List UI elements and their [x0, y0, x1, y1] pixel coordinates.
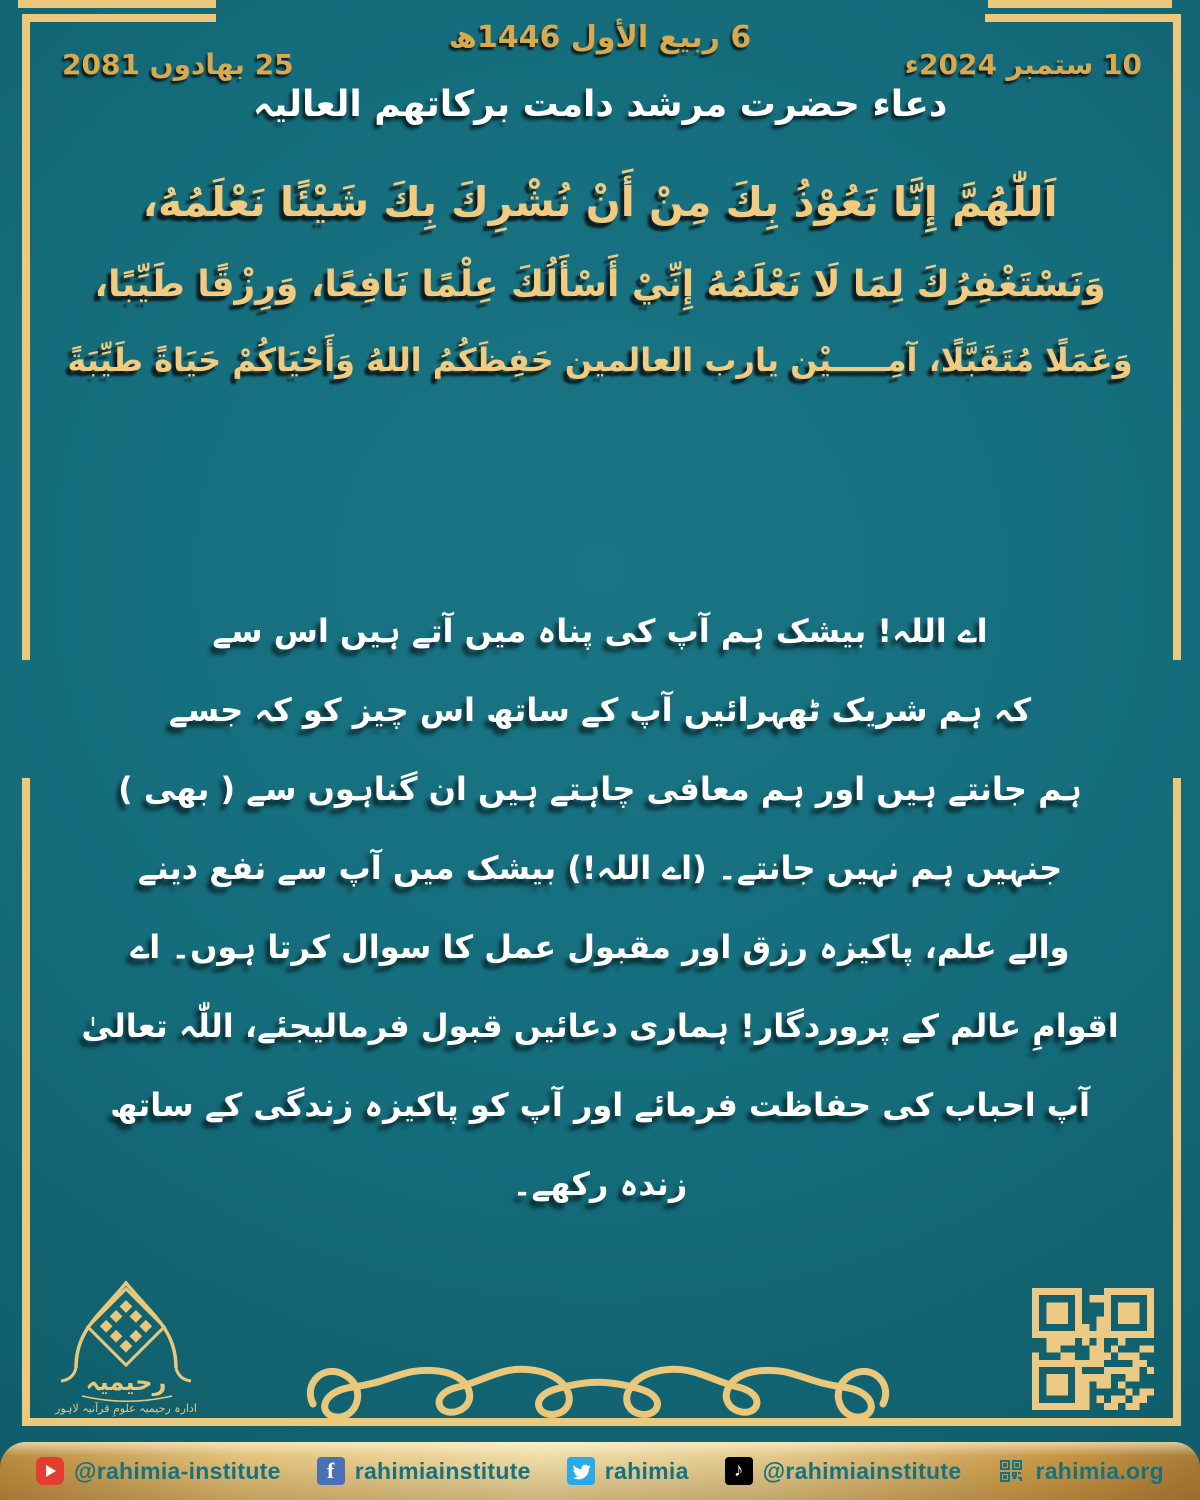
urdu-line: جنہیں ہم نہیں جانتے۔ (اے اللہ!) بیشک میں آپ سے نفع دینے [137, 849, 1063, 887]
urdu-line: کہ ہم شریک ٹھہرائیں آپ کے ساتھ اس چیز کو کہ جسے [168, 691, 1032, 729]
urdu-line: والے علم، پاکیزہ رزق اور مقبول عمل کا سوال کرتا ہوں۔ اے [130, 928, 1070, 966]
social-tiktok [725, 1457, 962, 1485]
facebook-icon: f [317, 1457, 345, 1485]
twitter-icon [567, 1457, 595, 1485]
poster-title: دعاء حضرت مرشد دامت برکاتھم العالیہ [252, 84, 948, 125]
youtube-icon [36, 1457, 64, 1485]
gregorian-date: 10 ستمبر 2024ء [904, 48, 1142, 81]
tiktok-icon: ♪ [725, 1457, 753, 1485]
social-youtube [36, 1457, 281, 1485]
frame-top-accent-right [988, 0, 1172, 8]
social-website [997, 1457, 1164, 1485]
arabic-line: وَنَسْتَغْفِرُكَ لِمَا لَا نَعْلَمُهُ إِنِّيْ أَسْأَلُكَ عِلْمًا نَافِعًا، وَرِزْقًا طَيِّبًا، [94, 264, 1106, 305]
urdu-line: اقوامِ عالم کے پروردگار! ہماری دعائیں قبول فرمالیجئے، اللّٰہ تعالیٰ [81, 1007, 1119, 1045]
frame-top-accent-left [18, 0, 216, 8]
rahimia-logo [50, 1270, 202, 1420]
social-handle: rahimia.org [1035, 1457, 1164, 1484]
flourish-ornament-icon [298, 1352, 898, 1437]
urdu-translation [0, 592, 1200, 1224]
qr-icon [997, 1457, 1025, 1485]
urdu-line: ہم جانتے ہیں اور ہم معافی چاہتے ہیں ان گناہوں سے ( بھی ) [118, 770, 1082, 808]
social-handle: @rahimiainstitute [762, 1457, 962, 1484]
social-facebook [317, 1457, 531, 1485]
rahimia-dome-icon [50, 1270, 202, 1420]
bikrami-date: 25 بھادوں 2081 [62, 48, 294, 81]
social-handle: rahimia [604, 1457, 689, 1484]
footer-social-bar [0, 1442, 1200, 1500]
social-twitter [567, 1457, 689, 1485]
arabic-line: اَللّٰهُمَّ إِنَّا نَعُوْذُ بِكَ مِنْ أَنْ نُشْرِكَ بِكَ شَيْئًا نَعْلَمُهُ، [142, 178, 1058, 226]
arabic-line: وَعَمَلًا مُتَقَبَّلًا، آمِـــــيْن يارب العالمين حَفِظَكُمُ اللهُ وَأَحْيَاكُمْ حَيَاةً طَيِّبَةً [67, 341, 1133, 379]
qr-code [1032, 1288, 1154, 1410]
arabic-prayer [0, 178, 1200, 379]
logo-wordmark: رحیمیہ [85, 1368, 167, 1396]
social-handle: rahimiainstitute [354, 1457, 531, 1484]
logo-subtitle: ادارہ رحیمیہ علومِ قرآنیہ لاہور [55, 1402, 197, 1415]
urdu-line: زندہ رکھے۔ [512, 1165, 688, 1203]
social-handle: @rahimia-institute [73, 1457, 281, 1484]
urdu-line: آپ احباب کی حفاظت فرمائے اور آپ کو پاکیزہ زندگی کے ساتھ [110, 1086, 1090, 1124]
hijri-date: 6 ربیع الأول 1446ھ [448, 20, 752, 55]
urdu-line: اے اللہ! بیشک ہم آپ کی پناہ میں آتے ہیں اس سے [212, 612, 988, 650]
